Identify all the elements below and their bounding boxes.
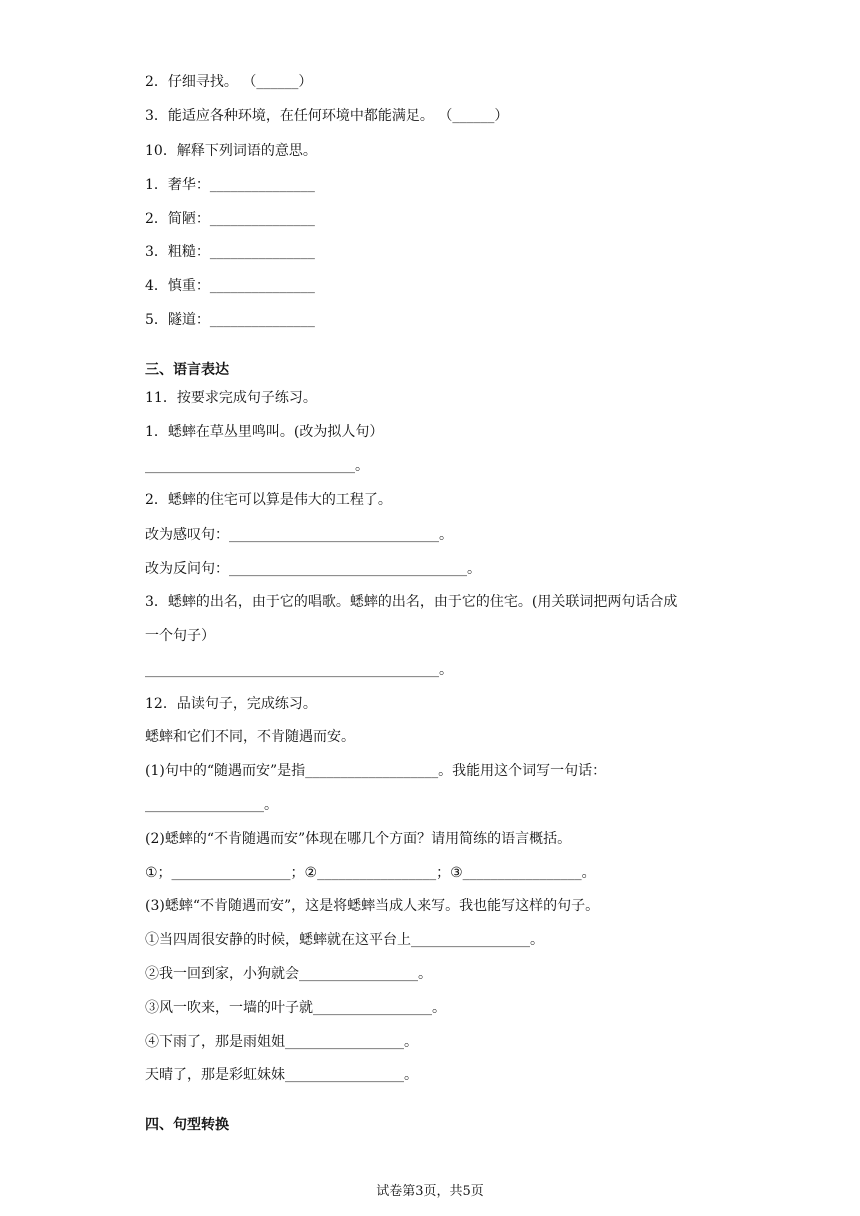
line-13: 2．蟋蟀的住宅可以算是伟大的工程了。: [145, 492, 392, 508]
line-2: 3．能适应各种环境，在任何环境中都能满足。 （______）: [145, 108, 509, 124]
line-25: (3)蟋蟀“不肯随遇而安”，这是将蟋蟀当成人来写。我也能写这样的句子。: [145, 898, 600, 914]
section-heading-4: 四、句型转换: [145, 1117, 229, 1133]
line-18: __________________________________________。: [145, 662, 453, 678]
line-17: 一个句子）: [145, 628, 215, 644]
page-footer: 试卷第3页，共5页: [376, 1184, 484, 1199]
line-10: 11．按要求完成句子练习。: [145, 390, 317, 406]
line-21: (1)句中的“随遇而安”是指___________________。我能用这个词写一句话：: [145, 763, 607, 779]
line-29: ④下雨了，那是雨姐姐_________________。: [145, 1034, 418, 1050]
line-8: 5．隧道：_______________: [145, 312, 315, 328]
line-24: ①；_________________；②_________________；③_________________。: [145, 865, 596, 881]
line-7: 4．慎重：_______________: [145, 278, 315, 294]
line-26: ①当四周很安静的时候，蟋蟀就在这平台上_________________。: [145, 932, 544, 948]
line-5: 2．简陋：_______________: [145, 211, 315, 227]
line-20: 蟋蟀和它们不同，不肯随遇而安。: [145, 729, 355, 745]
line-28: ③风一吹来，一墙的叶子就_________________。: [145, 1000, 446, 1016]
line-16: 3．蟋蟀的出名，由于它的唱歌。蟋蟀的出名，由于它的住宅。(用关联词把两句话合成: [145, 594, 678, 610]
line-22: _________________。: [145, 797, 278, 813]
line-12: ______________________________。: [145, 458, 369, 474]
line-30: 天晴了，那是彩虹妹妹_________________。: [145, 1067, 418, 1083]
line-11: 1．蟋蟀在草丛里鸣叫。(改为拟人句）: [145, 424, 384, 440]
line-14: 改为感叹句：______________________________。: [145, 527, 453, 543]
line-3: 10．解释下列词语的意思。: [145, 143, 317, 159]
line-1: 2．仔细寻找。 （______）: [145, 74, 313, 90]
line-23: (2)蟋蟀的“不肯随遇而安”体现在哪几个方面？请用简练的语言概括。: [145, 831, 572, 847]
section-heading-3: 三、语言表达: [145, 362, 229, 378]
line-27: ②我一回到家，小狗就会_________________。: [145, 966, 432, 982]
line-6: 3．粗糙：_______________: [145, 244, 315, 260]
line-15: 改为反问句：__________________________________。: [145, 561, 481, 577]
line-4: 1．奢华：_______________: [145, 177, 315, 193]
line-19: 12．品读句子，完成练习。: [145, 696, 317, 712]
